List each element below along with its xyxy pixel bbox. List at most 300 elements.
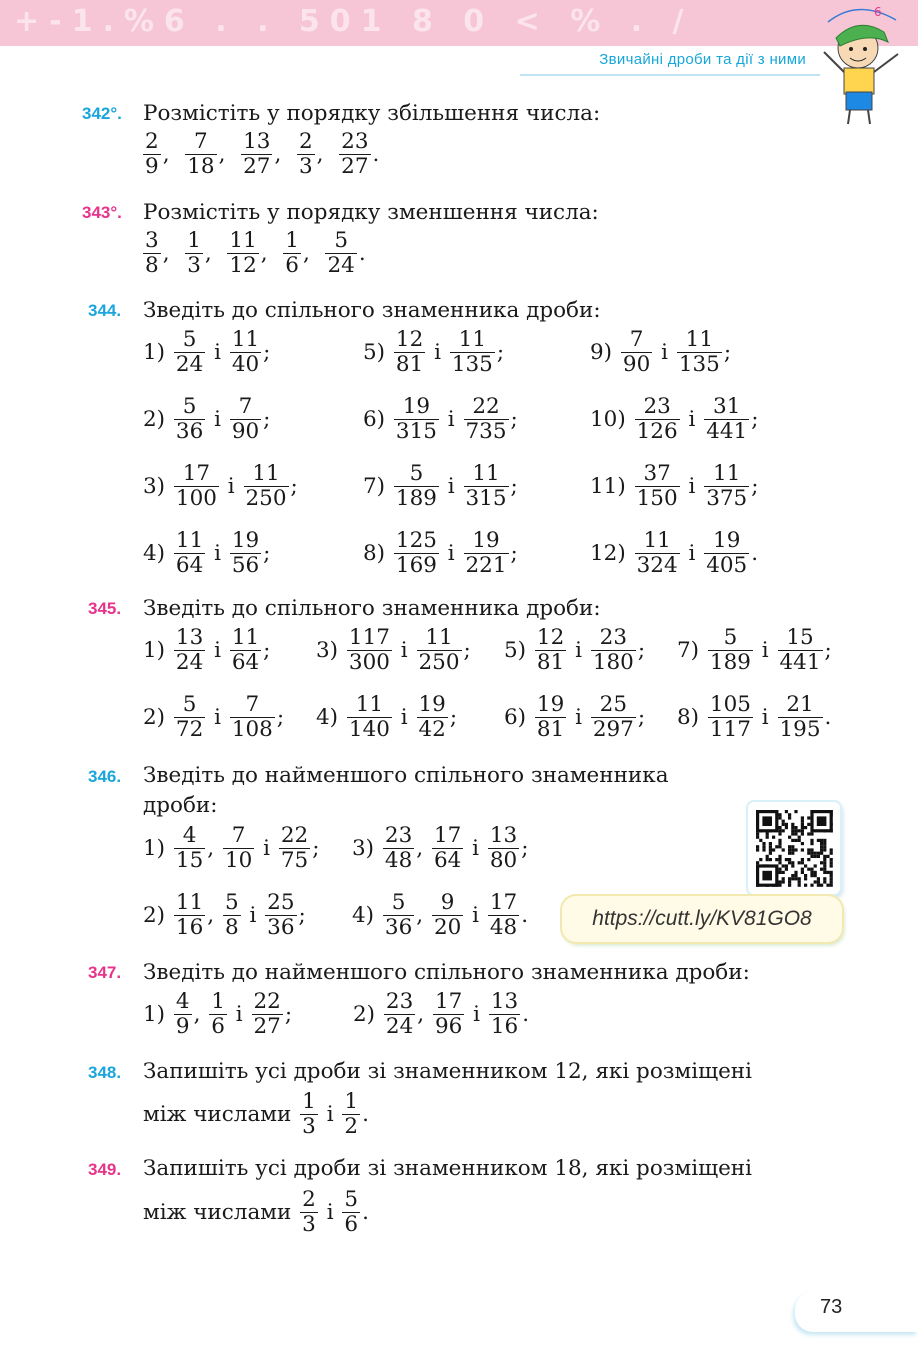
fraction xyxy=(174,824,205,873)
fraction xyxy=(300,1188,318,1237)
denominator: 3 xyxy=(298,154,313,179)
denominator: 6 xyxy=(285,253,299,278)
fraction xyxy=(464,529,509,578)
punctuation: . xyxy=(522,1002,530,1027)
numerator: 17 xyxy=(182,461,211,486)
exercise-number: 346. xyxy=(88,767,122,786)
numerator: 25 xyxy=(599,692,628,717)
conjunction: і xyxy=(654,340,675,365)
denominator: 27 xyxy=(243,154,271,179)
exercise-line xyxy=(143,1188,369,1237)
numerator: 31 xyxy=(713,394,741,419)
numerator: 5 xyxy=(334,228,348,253)
numerator: 11 xyxy=(231,625,260,650)
denominator: 324 xyxy=(636,553,678,578)
denominator: 10 xyxy=(224,848,253,873)
numerator: 2 xyxy=(302,1187,316,1212)
denominator: 6 xyxy=(344,1212,359,1237)
punctuation: ; xyxy=(312,836,320,861)
numerator: 22 xyxy=(253,989,281,1014)
punctuation: . xyxy=(751,541,759,566)
item-label: 4) xyxy=(352,903,381,928)
fraction xyxy=(384,990,415,1039)
exercise-item xyxy=(352,891,528,940)
svg-text:6: 6 xyxy=(874,5,882,19)
denominator: 90 xyxy=(622,352,651,377)
denominator: 27 xyxy=(253,1014,281,1039)
fraction xyxy=(635,529,680,578)
fraction xyxy=(621,328,652,377)
numerator: 9 xyxy=(440,890,455,915)
denominator: 36 xyxy=(267,915,295,940)
numerator: 21 xyxy=(786,692,814,717)
item-label: 10) xyxy=(590,407,633,432)
numerator: 19 xyxy=(418,692,446,717)
fraction xyxy=(230,529,261,578)
numerator: 1 xyxy=(187,228,201,253)
fraction xyxy=(432,824,463,873)
item-label: 7) xyxy=(677,638,706,663)
qr-code[interactable] xyxy=(748,802,840,894)
punctuation: , xyxy=(193,1002,208,1027)
denominator: 315 xyxy=(395,419,437,444)
banner-decoration: +-1.%6 . . 501 8 0 < % . / xyxy=(14,4,694,39)
conjunction: і xyxy=(220,474,242,499)
numerator: 7 xyxy=(238,394,253,419)
exercise-item xyxy=(143,626,270,675)
denominator: 75 xyxy=(280,848,309,873)
fraction xyxy=(394,328,425,377)
denominator: 6 xyxy=(211,1014,225,1039)
fraction xyxy=(230,395,261,444)
exercise-item xyxy=(143,462,298,511)
fraction xyxy=(635,395,680,444)
numerator: 2 xyxy=(145,129,159,154)
numerator: 13 xyxy=(243,129,271,154)
item-label: 2) xyxy=(143,903,172,928)
fraction xyxy=(433,990,464,1039)
denominator: 126 xyxy=(636,419,678,444)
denominator: 405 xyxy=(706,553,748,578)
conjunction: і xyxy=(393,638,415,663)
conjunction: і xyxy=(465,836,486,861)
item-label: 12) xyxy=(590,541,633,566)
conjunction: і xyxy=(228,1002,250,1027)
fraction xyxy=(778,693,823,742)
item-label: 7) xyxy=(363,474,392,499)
fraction xyxy=(265,891,296,940)
denominator: 250 xyxy=(418,650,460,675)
conjunction: і xyxy=(207,638,228,663)
conjunction: і xyxy=(207,705,228,730)
punctuation: ; xyxy=(637,705,646,730)
exercise-text: Зведіть до найменшого спільного знаменника xyxy=(143,763,669,788)
punctuation: ; xyxy=(751,407,759,432)
denominator: 64 xyxy=(231,650,260,675)
denominator: 150 xyxy=(636,486,678,511)
exercise-item xyxy=(590,529,758,578)
exercise-item xyxy=(143,990,292,1039)
conjunction: і xyxy=(754,705,776,730)
denominator: 20 xyxy=(433,915,462,940)
fraction xyxy=(535,626,566,675)
numerator: 11 xyxy=(643,528,671,553)
fraction xyxy=(347,693,392,742)
numerator: 3 xyxy=(145,228,159,253)
fraction xyxy=(591,693,636,742)
conjunction: і xyxy=(207,541,228,566)
denominator: 315 xyxy=(465,486,507,511)
exercise-number: 348. xyxy=(88,1063,122,1082)
denominator: 64 xyxy=(433,848,462,873)
numerator: 1 xyxy=(344,1089,359,1114)
numerator: 5 xyxy=(182,394,197,419)
fraction xyxy=(174,626,205,675)
numerator: 11 xyxy=(229,228,257,253)
denominator: 300 xyxy=(348,650,390,675)
denominator: 140 xyxy=(348,717,390,742)
exercise-item xyxy=(504,693,645,742)
item-label: 6) xyxy=(363,407,392,432)
fraction xyxy=(394,395,439,444)
item-label: 8) xyxy=(677,705,706,730)
numerator: 5 xyxy=(344,1187,359,1212)
numerator: 1 xyxy=(302,1089,316,1114)
punctuation: ; xyxy=(824,638,832,663)
fraction xyxy=(325,229,356,278)
denominator: 9 xyxy=(145,154,159,179)
item-label: 5) xyxy=(504,638,533,663)
exercise-text: Зведіть до найменшого спільного знаменника дроби: xyxy=(143,960,750,985)
fraction-list xyxy=(141,229,366,278)
numerator: 23 xyxy=(385,989,414,1014)
exercise-item xyxy=(143,693,284,742)
exercise-text: Розмістіть у порядку збільшення числа: xyxy=(143,101,601,126)
punctuation: , xyxy=(416,903,430,928)
numerator: 13 xyxy=(489,823,518,848)
punctuation: . xyxy=(824,705,832,730)
fraction xyxy=(241,130,272,179)
numerator: 11 xyxy=(231,327,260,352)
item-label: 6) xyxy=(504,705,533,730)
punctuation: ; xyxy=(263,541,271,566)
numerator: 12 xyxy=(536,625,565,650)
fraction xyxy=(342,1188,360,1237)
fraction xyxy=(227,229,258,278)
denominator: 117 xyxy=(709,717,751,742)
item-label: 3) xyxy=(316,638,345,663)
denominator: 735 xyxy=(465,419,507,444)
numerator: 11 xyxy=(252,461,280,486)
fraction xyxy=(174,693,205,742)
denominator: 12 xyxy=(229,253,257,278)
numerator: 11 xyxy=(175,528,204,553)
exercise-item xyxy=(143,891,306,940)
item-label: 2) xyxy=(143,705,172,730)
fraction xyxy=(209,990,227,1039)
fraction xyxy=(223,891,241,940)
punctuation: , xyxy=(416,836,430,861)
denominator: 189 xyxy=(709,650,751,675)
exercise-number: 345. xyxy=(88,599,122,618)
numerator: 117 xyxy=(348,625,390,650)
qr-url-link[interactable]: https://cutt.ly/KV81GO8 xyxy=(562,896,842,942)
denominator: 3 xyxy=(187,253,201,278)
exercise-item xyxy=(143,395,270,444)
punctuation: ; xyxy=(637,638,646,663)
numerator: 11 xyxy=(685,327,714,352)
text-segment: між числами xyxy=(143,1200,299,1225)
exercise-item xyxy=(504,626,645,675)
fraction xyxy=(450,328,495,377)
fraction xyxy=(635,462,680,511)
denominator: 64 xyxy=(175,553,204,578)
fraction xyxy=(185,229,203,278)
conjunction: і xyxy=(754,638,776,663)
punctuation: , xyxy=(207,903,221,928)
punctuation: ; xyxy=(510,474,518,499)
exercise-item xyxy=(363,395,518,444)
numerator: 19 xyxy=(472,528,500,553)
numerator: 17 xyxy=(434,989,463,1014)
item-label: 9) xyxy=(590,340,619,365)
fraction xyxy=(383,824,414,873)
item-label: 5) xyxy=(363,340,392,365)
conjunction: і xyxy=(256,836,277,861)
numerator: 105 xyxy=(709,692,751,717)
denominator: 441 xyxy=(779,650,821,675)
fraction xyxy=(383,891,414,940)
fraction xyxy=(230,328,261,377)
fraction xyxy=(297,130,315,179)
fraction xyxy=(464,395,509,444)
page-number-tab xyxy=(795,1292,918,1332)
denominator: 250 xyxy=(245,486,287,511)
fraction xyxy=(174,462,219,511)
numerator: 13 xyxy=(490,989,519,1014)
numerator: 5 xyxy=(224,890,239,915)
conjunction: і xyxy=(568,638,589,663)
exercise-item xyxy=(143,824,319,873)
conjunction: і xyxy=(319,1200,341,1225)
fraction xyxy=(704,395,749,444)
fraction xyxy=(185,130,216,179)
exercise-text: Зведіть до спільного знаменника дроби: xyxy=(143,298,601,323)
numerator: 13 xyxy=(175,625,204,650)
punctuation: . xyxy=(362,1102,369,1127)
numerator: 4 xyxy=(175,989,190,1014)
numerator: 11 xyxy=(472,461,500,486)
punctuation: . xyxy=(362,1200,369,1225)
denominator: 24 xyxy=(385,1014,414,1039)
punctuation: , xyxy=(302,241,324,266)
fraction xyxy=(394,529,439,578)
exercise-item xyxy=(143,529,270,578)
chapter-underline xyxy=(520,74,820,76)
numerator: 11 xyxy=(713,461,741,486)
fraction xyxy=(230,693,275,742)
denominator: 56 xyxy=(231,553,260,578)
fraction xyxy=(174,529,205,578)
exercise-item xyxy=(590,462,758,511)
exercise-item xyxy=(363,529,518,578)
fraction xyxy=(143,130,161,179)
exercise-number: 344. xyxy=(88,301,122,320)
fraction xyxy=(174,395,205,444)
fraction xyxy=(591,626,636,675)
denominator: 16 xyxy=(490,1014,519,1039)
punctuation: ; xyxy=(290,474,298,499)
denominator: 24 xyxy=(327,253,355,278)
item-label: 11) xyxy=(590,474,633,499)
denominator: 2 xyxy=(344,1114,359,1139)
punctuation: ; xyxy=(751,474,759,499)
punctuation: ; xyxy=(723,340,732,365)
numerator: 2 xyxy=(298,129,313,154)
fraction xyxy=(488,891,519,940)
exercise-item xyxy=(590,328,731,377)
punctuation: ; xyxy=(263,407,271,432)
denominator: 441 xyxy=(706,419,748,444)
denominator: 72 xyxy=(175,717,204,742)
numerator: 23 xyxy=(341,129,369,154)
chapter-title: Звичайні дроби та дії з ними xyxy=(599,51,806,68)
fraction xyxy=(417,626,462,675)
fraction xyxy=(708,626,753,675)
conjunction: і xyxy=(242,903,264,928)
punctuation: ; xyxy=(284,1002,293,1027)
numerator: 19 xyxy=(402,394,431,419)
numerator: 11 xyxy=(355,692,384,717)
denominator: 100 xyxy=(175,486,217,511)
fraction xyxy=(488,824,519,873)
fraction xyxy=(279,824,310,873)
exercise-text: дроби: xyxy=(143,793,218,818)
punctuation: , xyxy=(218,142,240,167)
exercise-item xyxy=(316,693,457,742)
fraction xyxy=(223,824,254,873)
punctuation: ; xyxy=(263,638,271,663)
denominator: 9 xyxy=(175,1014,190,1039)
exercise-item xyxy=(677,693,831,742)
conjunction: і xyxy=(681,407,703,432)
numerator: 7 xyxy=(231,823,246,848)
numerator: 5 xyxy=(182,327,197,352)
punctuation: ; xyxy=(463,638,471,663)
exercise-item xyxy=(316,626,471,675)
numerator: 19 xyxy=(231,528,260,553)
conjunction: і xyxy=(681,474,703,499)
denominator: 24 xyxy=(175,352,204,377)
punctuation: ; xyxy=(510,407,518,432)
punctuation: , xyxy=(316,142,338,167)
numerator: 17 xyxy=(433,823,462,848)
exercise-item xyxy=(363,462,518,511)
fraction xyxy=(464,462,509,511)
fraction xyxy=(300,1090,318,1139)
exercise-line xyxy=(143,1090,369,1139)
punctuation: ; xyxy=(449,705,458,730)
fraction xyxy=(174,990,192,1039)
numerator: 11 xyxy=(425,625,453,650)
numerator: 25 xyxy=(267,890,295,915)
item-label: 1) xyxy=(143,340,172,365)
fraction xyxy=(174,891,205,940)
exercise-item xyxy=(677,626,832,675)
punctuation: , xyxy=(260,241,282,266)
denominator: 3 xyxy=(302,1212,316,1237)
mascot-illustration xyxy=(818,2,913,127)
conjunction: і xyxy=(440,474,462,499)
fraction xyxy=(339,130,370,179)
denominator: 80 xyxy=(489,848,518,873)
numerator: 15 xyxy=(786,625,814,650)
fraction-list xyxy=(141,130,379,179)
numerator: 12 xyxy=(395,327,424,352)
denominator: 96 xyxy=(434,1014,463,1039)
denominator: 180 xyxy=(592,650,634,675)
fraction xyxy=(252,990,283,1039)
numerator: 19 xyxy=(536,692,565,717)
fraction xyxy=(704,529,749,578)
fraction xyxy=(708,693,753,742)
fraction xyxy=(432,891,463,940)
numerator: 7 xyxy=(245,692,260,717)
text-segment: між числами xyxy=(143,1102,299,1127)
denominator: 297 xyxy=(592,717,634,742)
denominator: 42 xyxy=(418,717,446,742)
punctuation: ; xyxy=(298,903,306,928)
denominator: 169 xyxy=(395,553,437,578)
denominator: 16 xyxy=(175,915,204,940)
denominator: 8 xyxy=(145,253,159,278)
denominator: 189 xyxy=(395,486,437,511)
punctuation: ; xyxy=(510,541,518,566)
punctuation: , xyxy=(162,142,184,167)
item-label: 4) xyxy=(316,705,345,730)
numerator: 19 xyxy=(713,528,741,553)
conjunction: і xyxy=(427,340,448,365)
denominator: 3 xyxy=(302,1114,316,1139)
numerator: 22 xyxy=(472,394,500,419)
fraction xyxy=(417,693,448,742)
numerator: 4 xyxy=(182,823,197,848)
conjunction: і xyxy=(440,407,462,432)
numerator: 5 xyxy=(409,461,424,486)
punctuation: , xyxy=(204,241,226,266)
conjunction: і xyxy=(681,541,703,566)
denominator: 18 xyxy=(187,154,215,179)
conjunction: і xyxy=(207,407,228,432)
exercise-number: 349. xyxy=(88,1160,122,1179)
item-label: 2) xyxy=(143,407,172,432)
exercise-number: 343°. xyxy=(82,203,122,222)
fraction xyxy=(174,328,205,377)
exercise-item xyxy=(363,328,504,377)
numerator: 23 xyxy=(643,394,671,419)
numerator: 1 xyxy=(285,228,299,253)
fraction xyxy=(677,328,722,377)
page-number: 73 xyxy=(820,1296,843,1318)
exercise-number: 342°. xyxy=(82,104,122,123)
item-label: 1) xyxy=(143,1002,172,1027)
item-label: 3) xyxy=(143,474,172,499)
denominator: 48 xyxy=(384,848,413,873)
header-banner xyxy=(0,0,918,46)
fraction xyxy=(489,990,520,1039)
numerator: 7 xyxy=(194,129,208,154)
denominator: 90 xyxy=(231,419,260,444)
